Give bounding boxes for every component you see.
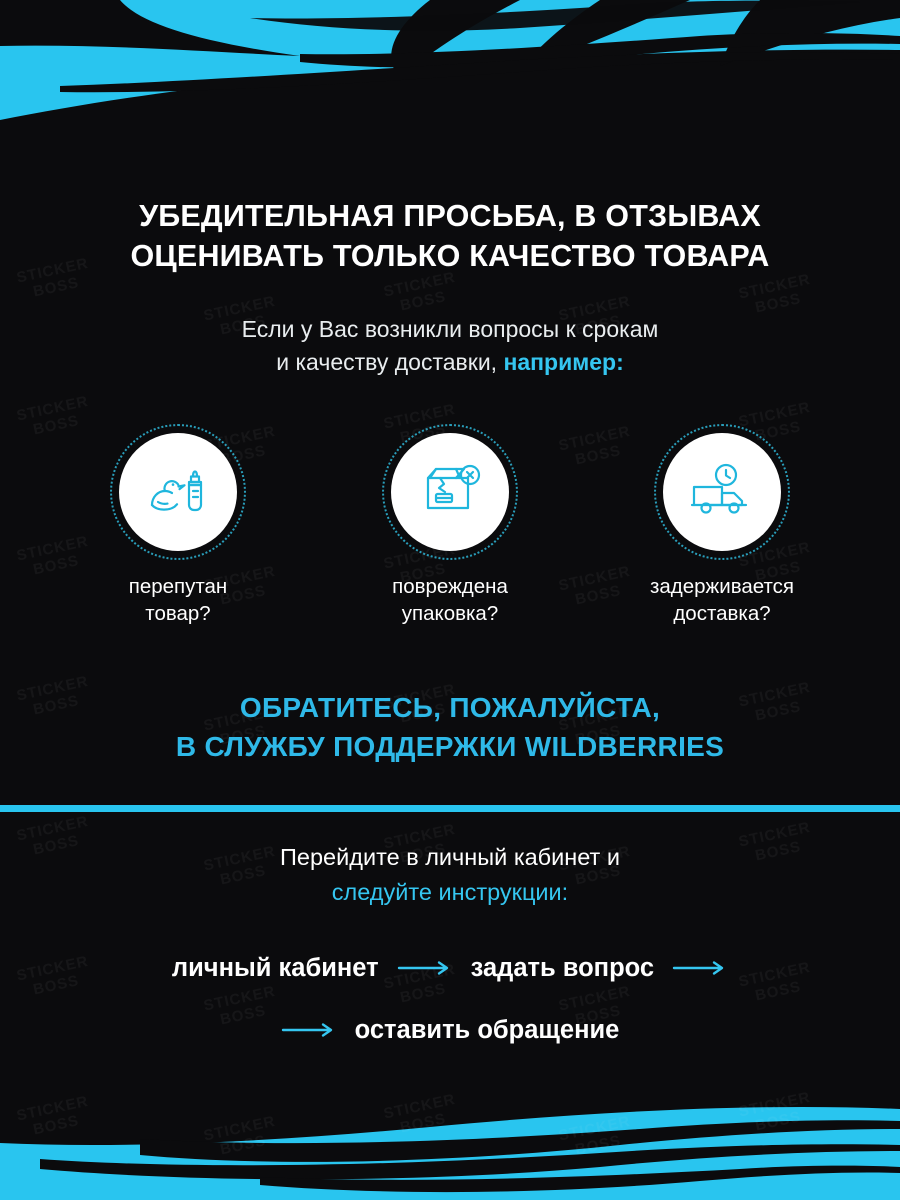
cta-line-2: В СЛУЖБУ ПОДДЕРЖКИ WILDBERRIES [175, 730, 725, 762]
step-ask-question: задать вопрос [470, 953, 655, 982]
reason-caption-line-1: повреждена [392, 575, 508, 599]
steps-row-first [0, 953, 900, 984]
arrow-right-icon [672, 960, 728, 976]
instruction-steps [0, 953, 900, 1046]
reason-caption-line-2: товар? [145, 602, 211, 626]
reason-item-wrong-product [88, 433, 268, 627]
section-divider [0, 805, 900, 812]
instruction-lead-line-2: следуйте инструкции: [331, 879, 569, 906]
reason-caption-line-1: перепутан [128, 575, 228, 599]
reason-item-delayed-delivery [632, 433, 812, 627]
arrow-right-icon [397, 960, 453, 976]
reason-caption-line-2: упаковка? [401, 602, 499, 626]
subheadline [0, 313, 900, 380]
headline-line-2: ОЦЕНИВАТЬ ТОЛЬКО КАЧЕСТВО ТОВАРА [130, 239, 770, 274]
subheadline-line-1: Если у Вас возникли вопросы к срокам [241, 315, 659, 342]
arrow-right-icon [281, 1022, 337, 1038]
instruction-lead [0, 840, 900, 911]
reason-caption-line-1: задерживается [649, 575, 795, 599]
step-personal-account: личный кабинет [171, 953, 379, 982]
cta-line-1: ОБРАТИТЕСЬ, ПОЖАЛУЙСТА, [239, 692, 661, 724]
reason-caption [632, 573, 812, 627]
steps-row-second [0, 1015, 900, 1046]
damaged-package-icon [416, 458, 484, 527]
page-title [0, 196, 900, 277]
baby-bottle-and-duck-icon [142, 458, 214, 527]
icon-circle [391, 433, 509, 551]
bottom-section [0, 840, 900, 1046]
step-leave-request: оставить обращение [354, 1016, 620, 1045]
subheadline-line-2-plain: и качеству доставки, [276, 348, 504, 375]
reason-caption [360, 573, 540, 627]
delivery-truck-clock-icon [686, 459, 758, 526]
headline-line-1: УБЕДИТЕЛЬНАЯ ПРОСЬБА, В ОТЗЫВАХ [139, 199, 761, 233]
reason-icon-row [0, 433, 900, 627]
icon-circle [663, 433, 781, 551]
subheadline-line-2-accent: например: [503, 348, 624, 375]
instruction-lead-line-1: Перейдите в личный кабинет и [280, 844, 620, 870]
reason-caption-line-2: доставка? [673, 602, 771, 626]
subheadline-line-2 [90, 346, 810, 379]
support-call-to-action [0, 689, 900, 766]
reason-caption [88, 573, 268, 627]
reason-item-damaged-package [360, 433, 540, 627]
icon-circle [119, 433, 237, 551]
